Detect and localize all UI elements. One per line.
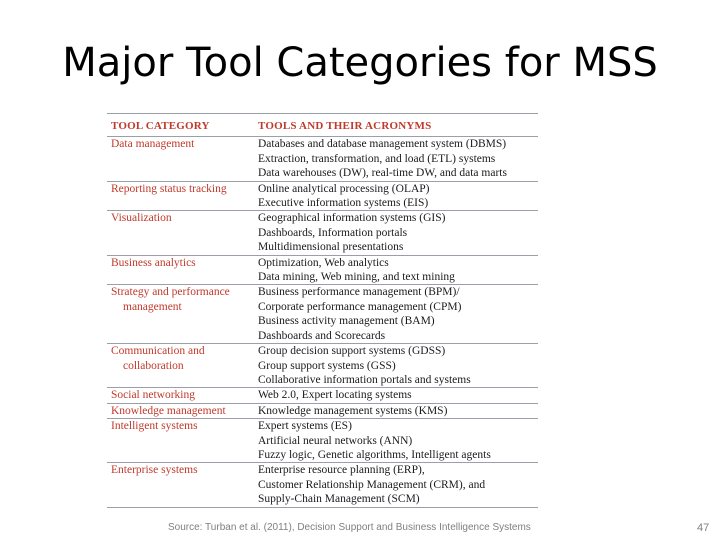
tool-category-cell	[107, 463, 254, 507]
tool-name: Artificial neural networks (ANN)	[258, 434, 413, 447]
table-body	[107, 137, 538, 507]
tools-cell	[254, 285, 538, 344]
tool-name: Dashboards and Scorecards	[258, 329, 386, 342]
tool-categories-table-container	[107, 113, 538, 506]
table-row	[107, 211, 538, 255]
tool-category-label: management	[123, 300, 182, 313]
tool-name: Enterprise resource planning (ERP),	[258, 464, 425, 477]
tool-name: Group support systems (GSS)	[258, 359, 396, 372]
tool-category-label: Visualization	[111, 212, 172, 225]
tool-name: Web 2.0, Expert locating systems	[258, 389, 412, 402]
table-row	[107, 344, 538, 388]
tools-cell	[254, 181, 538, 211]
tools-cell	[254, 344, 538, 388]
tool-category-label: Reporting status tracking	[111, 182, 227, 195]
tool-category-label: Enterprise systems	[111, 464, 198, 477]
tool-category-label: Social networking	[111, 389, 195, 402]
tool-name: Business performance management (BPM)/	[258, 286, 460, 299]
table-header-row	[107, 117, 538, 137]
tool-name: Business activity management (BAM)	[258, 315, 435, 328]
tool-name: Executive information systems (EIS)	[258, 197, 429, 210]
tool-name: Expert systems (ES)	[258, 420, 352, 433]
tool-category-cell	[107, 419, 254, 463]
tool-category-label: Business analytics	[111, 256, 196, 269]
tool-category-cell	[107, 403, 254, 418]
tool-category-cell	[107, 388, 254, 403]
tools-cell	[254, 419, 538, 463]
tool-name: Databases and database management system (DBMS)	[258, 138, 507, 151]
table-row	[107, 181, 538, 211]
tool-name: Corporate performance management (CPM)	[258, 300, 462, 313]
tools-cell	[254, 255, 538, 285]
table-row	[107, 255, 538, 285]
tool-category-label: Strategy and performance	[111, 286, 230, 299]
source-citation: Source: Turban et al. (2011), Decision Support and Business Intelligence Systems	[168, 522, 531, 533]
tools-cell	[254, 403, 538, 418]
tool-name: Group decision support systems (GDSS)	[258, 345, 446, 358]
tool-category-label: Communication and	[111, 345, 205, 358]
tool-categories-table	[107, 117, 538, 508]
tool-name: Optimization, Web analytics	[258, 256, 389, 269]
tools-cell	[254, 463, 538, 507]
tool-name: Data warehouses (DW), real-time DW, and data marts	[258, 167, 507, 180]
tool-category-cell	[107, 211, 254, 255]
tool-category-cell	[107, 181, 254, 211]
tool-category-cell	[107, 255, 254, 285]
tool-name: Extraction, transformation, and load (ETL) systems	[258, 152, 496, 165]
tool-name: Collaborative information portals and systems	[258, 373, 471, 386]
tool-name: Fuzzy logic, Genetic algorithms, Intelligent agents	[258, 448, 491, 461]
tool-name: Multidimensional presentations	[258, 241, 404, 254]
table-row	[107, 403, 538, 418]
table-row	[107, 463, 538, 507]
header-tools-acronyms: TOOLS AND THEIR ACRONYMS	[254, 117, 538, 137]
tool-category-label: Knowledge management	[111, 404, 226, 417]
tool-category-cell	[107, 137, 254, 181]
tool-name: Data mining, Web mining, and text mining	[258, 271, 455, 284]
tool-category-cell	[107, 285, 254, 344]
tools-cell	[254, 211, 538, 255]
tool-name: Online analytical processing (OLAP)	[258, 182, 430, 195]
tool-name: Dashboards, Information portals	[258, 226, 408, 239]
tools-cell	[254, 388, 538, 403]
tool-category-label: Intelligent systems	[111, 420, 198, 433]
tool-name: Knowledge management systems (KMS)	[258, 404, 448, 417]
tool-name: Supply-Chain Management (SCM)	[258, 493, 420, 506]
header-tool-category: TOOL CATEGORY	[107, 117, 254, 137]
tool-category-cell	[107, 344, 254, 388]
table-row	[107, 388, 538, 403]
tool-category-label: Data management	[111, 138, 195, 151]
slide-title: Major Tool Categories for MSS	[62, 40, 658, 86]
tool-name: Customer Relationship Management (CRM), and	[258, 478, 486, 491]
page-number: 47	[697, 522, 710, 534]
table-row	[107, 419, 538, 463]
table-row	[107, 285, 538, 344]
tool-name: Geographical information systems (GIS)	[258, 212, 446, 225]
tools-cell	[254, 137, 538, 181]
table-row	[107, 137, 538, 181]
tool-category-label: collaboration	[123, 359, 184, 372]
table-top-rule	[107, 113, 538, 114]
